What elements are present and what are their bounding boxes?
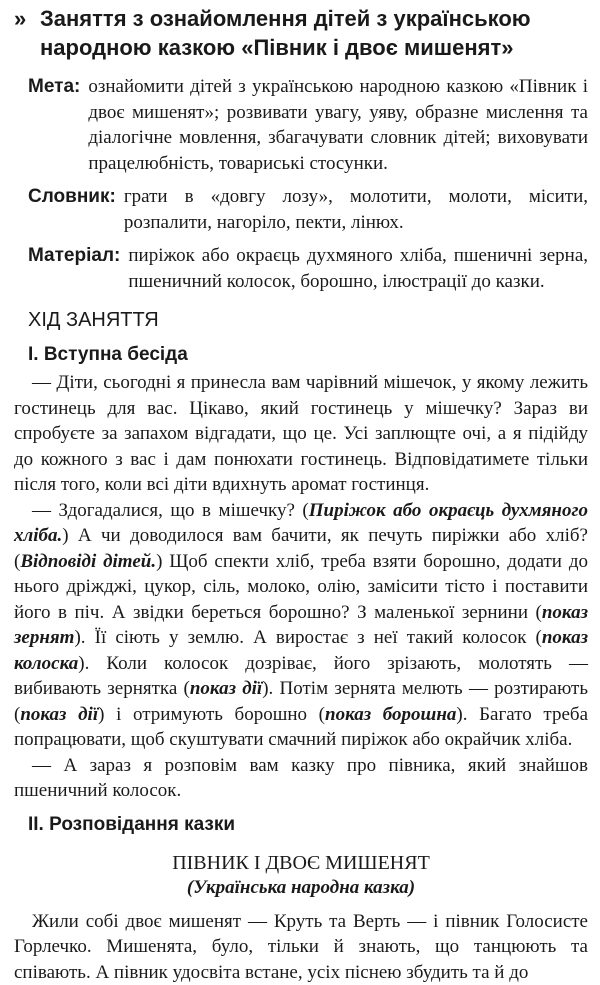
vocabulary-text: грати в «довгу лозу», молотити, молоти, місити, розпалити, нагоріло, пекти, лінюх. bbox=[124, 184, 588, 235]
material-text: пиріжок або окраєць духмяного хліба, пшеничні зерна, пшеничний колосок, борошно, ілюстрації до казки. bbox=[128, 243, 588, 294]
title-marker-icon: » bbox=[14, 4, 26, 33]
course-heading: ХІД ЗАНЯТТЯ bbox=[14, 308, 588, 334]
vocabulary-block bbox=[14, 184, 588, 235]
goal-block bbox=[14, 74, 588, 176]
intro-paragraph-2: — Здогадалися, що в мішечку? (Пиріжок або окраєць духмяного хліба.) А чи доводилося вам бачити, як печуть пиріжки або хліб? (Відповіді дітей.) Щоб спекти хліб, треба взяти борошно, додати до нього дріжджі, цукор, сіль, молоко, олію, замісити тісто і поставити його в піч. А звідки береться борошно? З маленької зернини (показ зернят). Її сіють у землю. А виростає з неї такий колосок (показ колоска). Коли колосок дозріває, його зрізають, молотять — вибивають зернятка (показ дії). Потім зернята мелють — розтирають (показ дії) і отримують борошно (показ борошна). Багато треба попрацювати, щоб скуштувати смачний пиріжок або окрайчик хліба. bbox=[14, 498, 588, 753]
section-1-heading: І. Вступна бесіда bbox=[14, 342, 588, 368]
material-block bbox=[14, 243, 588, 294]
title-line-2: народною казкою «Півник і двоє мишенят» bbox=[40, 33, 588, 62]
lesson-title bbox=[14, 4, 588, 62]
intro-paragraph-1: — Діти, сьогодні я принесла вам чарівний мішечок, у якому лежить гостинець для вас. Цікаво, який гостинець у мішечку? Зараз ви спробуєте за запахом відгадати, що це. Усі заплющте очі, а я підійду до кожного з вас і дам понюхати гостинець. Відповідатимете тільки після того, коли всі діти вдихнуть аромат гостинця. bbox=[14, 370, 588, 498]
vocabulary-label: Словник: bbox=[14, 184, 116, 235]
goal-label: Мета: bbox=[14, 74, 80, 176]
material-label: Матеріал: bbox=[14, 243, 120, 294]
tale-title: ПІВНИК І ДВОЄ МИШЕНЯТ bbox=[14, 851, 588, 875]
title-line-1: Заняття з ознайомлення дітей з українською bbox=[40, 4, 588, 33]
page bbox=[14, 4, 588, 985]
section-2-heading: ІІ. Розповідання казки bbox=[14, 812, 588, 838]
intro-paragraph-3: — А зараз я розповім вам казку про півника, який знайшов пшеничний колосок. bbox=[14, 753, 588, 804]
goal-text: ознайомити дітей з українською народною казкою «Півник і двоє мишенят»; розвивати увагу, уяву, образне мислення та діалогічне мовлення, збагачувати словник дітей; виховувати працелюбність, товариські стосунки. bbox=[88, 74, 588, 176]
tale-subtitle: (Українська народна казка) bbox=[14, 875, 588, 901]
tale-paragraph-1: Жили собі двоє мишенят — Круть та Верть — і півник Голосисте Горлечко. Мишенята, було, тільки й знають, що танцюють та співають. А півник удосвіта встане, усіх піснею збудить та й до bbox=[14, 909, 588, 985]
